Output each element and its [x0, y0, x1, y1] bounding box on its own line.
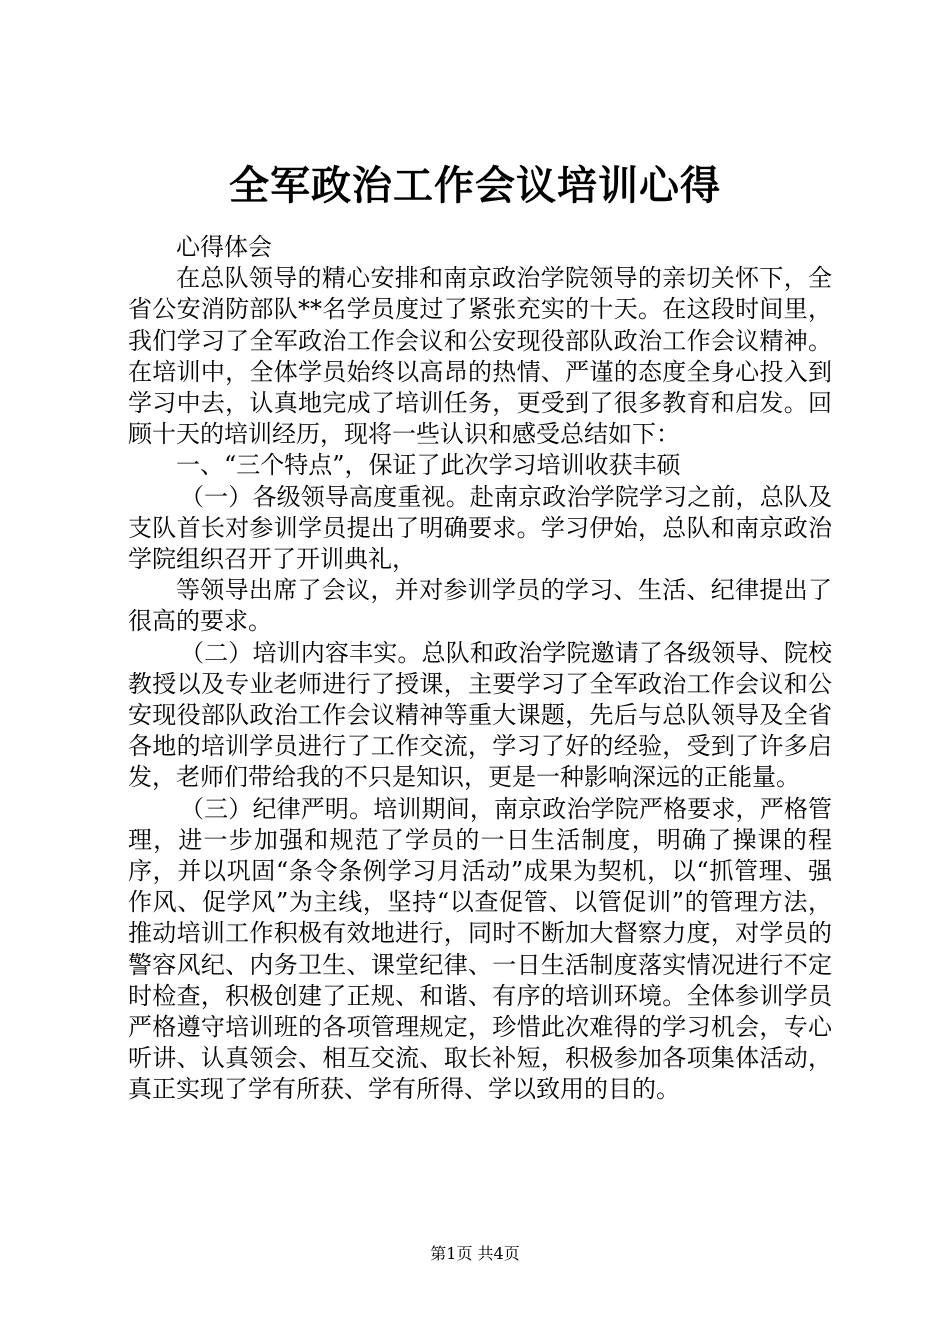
document-title: 全军政治工作会议培训心得 [229, 162, 721, 209]
paragraph-point-1: （一）各级领导高度重视。赴南京政治学院学习之前，总队及支队首长对参训学员提出了明确要求。学习伊始，总队和南京政治学院组织召开了开训典礼， [128, 482, 832, 574]
document-body [128, 232, 832, 1106]
page-number-footer: 第1页 共4页 [430, 1244, 520, 1263]
paragraph-intro: 在总队领导的精心安排和南京政治学院领导的亲切关怀下，全省公安消防部队**名学员度过了紧张充实的十天。在这段时间里，我们学习了全军政治工作会议和公安现役部队政治工作会议精神。在培训中，全体学员始终以高昂的热情、严谨的态度全身心投入到学习中去，认真地完成了培训任务，更受到了很多教育和启发。回顾十天的培训经历，现将一些认识和感受总结如下： [128, 264, 832, 449]
paragraph-point-3: （三）纪律严明。培训期间，南京政治学院严格要求，严格管理，进一步加强和规范了学员的一日生活制度，明确了操课的程序，并以巩固“条令条例学习月活动”成果为契机，以“抓管理、强作风、促学风”为主线，坚持“以查促管、以管促训”的管理方法，推动培训工作积极有效地进行，同时不断加大督察力度，对学员的警容风纪、内务卫生、课堂纪律、一日生活制度落实情况进行不定时检查，积极创建了正规、和谐、有序的培训环境。全体参训学员严格遵守培训班的各项管理规定，珍惜此次难得的学习机会，专心听讲、认真领会、相互交流、取长补短，积极参加各项集体活动，真正实现了学有所获、学有所得、学以致用的目的。 [128, 794, 832, 1104]
paragraph-point-1-cont: 等领导出席了会议，并对参训学员的学习、生活、纪律提出了很高的要求。 [128, 576, 832, 636]
paragraph-point-2: （二）培训内容丰实。总队和政治学院邀请了各级领导、院校教授以及专业老师进行了授课，主要学习了全军政治工作会议和公安现役部队政治工作会议精神等重大课题，先后与总队领导及全省各地的培训学员进行了工作交流，学习了好的经验，受到了许多启发，老师们带给我的不只是知识，更是一种影响深远的正能量。 [128, 638, 832, 792]
paragraph-heading-xinde: 心得体会 [176, 233, 272, 261]
section-heading-1: 一、“三个特点”，保证了此次学习培训收获丰硕 [176, 451, 681, 480]
